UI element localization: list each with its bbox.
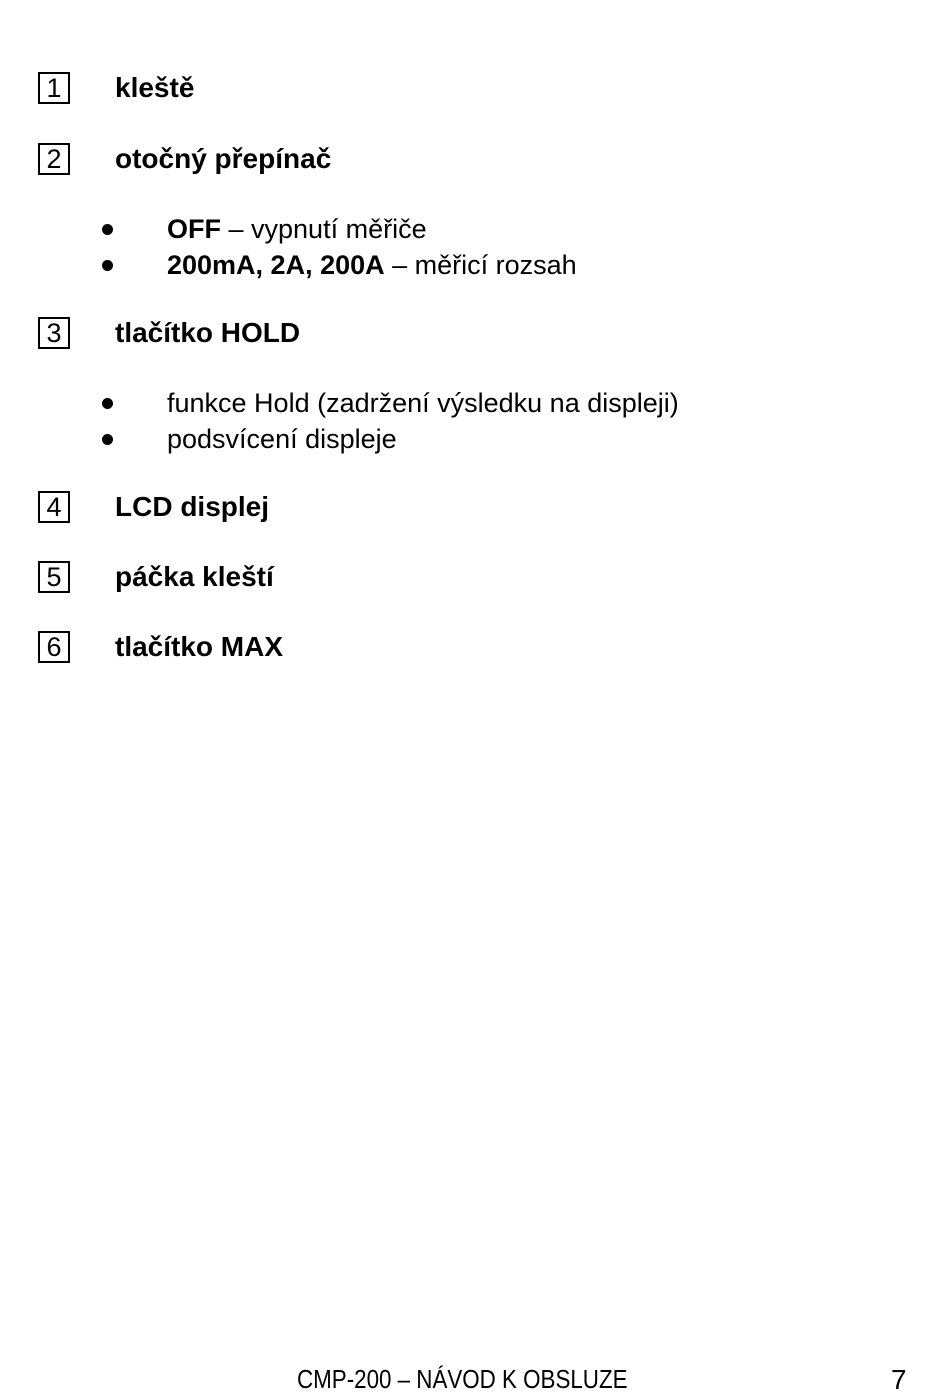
list-item-4 bbox=[38, 489, 270, 525]
bullet-dot-icon bbox=[102, 260, 113, 271]
item-number-box: 3 bbox=[38, 317, 70, 349]
item-number-box: 1 bbox=[38, 72, 70, 104]
list-item-6 bbox=[38, 629, 284, 665]
bullet-rest-text: – měřicí rozsah bbox=[384, 250, 577, 280]
item-title: otočný přepínač bbox=[115, 143, 332, 174]
list-item-2 bbox=[38, 141, 332, 177]
item-number-box: 2 bbox=[38, 143, 70, 175]
item-number-box: 6 bbox=[38, 631, 70, 663]
bullet-text bbox=[167, 422, 397, 456]
item-title: páčka kleští bbox=[115, 561, 274, 592]
bullet-rest-text: podsvícení displeje bbox=[167, 424, 397, 454]
item-title: tlačítko MAX bbox=[115, 631, 284, 662]
bullet-dot-icon bbox=[102, 224, 113, 235]
item-title: tlačítko HOLD bbox=[115, 317, 301, 348]
bullet-text bbox=[167, 248, 577, 282]
bullet-text bbox=[167, 386, 679, 420]
list-item-3 bbox=[38, 315, 301, 351]
bullet-dot-icon bbox=[102, 398, 113, 409]
bullet-rest-text: – vypnutí měřiče bbox=[221, 214, 427, 244]
item-number-box: 5 bbox=[38, 561, 70, 593]
list-item-1 bbox=[38, 70, 195, 106]
bullet-item bbox=[100, 386, 679, 420]
list-item-5 bbox=[38, 559, 274, 595]
footer-title: CMP-200 – NÁVOD K OBSLUZE bbox=[297, 1364, 628, 1394]
bullet-text bbox=[167, 212, 427, 246]
item-title: kleště bbox=[115, 72, 195, 103]
page-number: 7 bbox=[891, 1364, 907, 1395]
item-number-box: 4 bbox=[38, 491, 70, 523]
bullet-bold-text: 200mA, 2A, 200A bbox=[167, 250, 385, 280]
bullet-item bbox=[100, 212, 427, 246]
item-title: LCD displej bbox=[115, 491, 270, 522]
bullet-dot-icon bbox=[102, 434, 113, 445]
bullet-item bbox=[100, 422, 397, 456]
bullet-item bbox=[100, 248, 577, 282]
bullet-rest-text: funkce Hold (zadržení výsledku na displeji) bbox=[167, 388, 679, 418]
bullet-bold-text: OFF bbox=[167, 214, 221, 244]
